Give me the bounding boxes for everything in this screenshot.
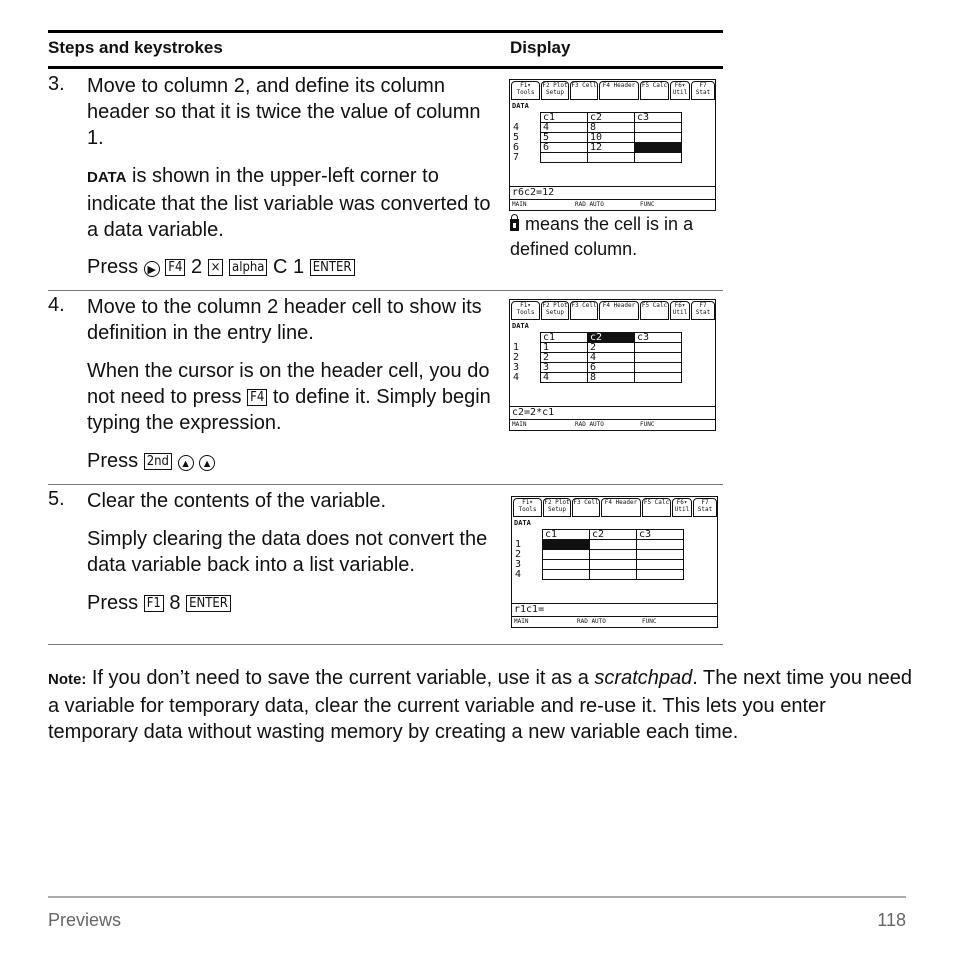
calc-status-item: FUNC — [640, 201, 655, 208]
calc-toolbar-tab: F7 Stat — [693, 498, 717, 517]
calc-status-item: RAD AUTO — [577, 618, 606, 625]
step-text: Move to column 2, and define its column header so that it is twice the value of column 1. — [87, 75, 481, 149]
calc-column-header: c3 — [635, 113, 682, 123]
calc-toolbar-tab: F3 Cell — [572, 498, 600, 517]
calc-toolbar-tab: F5 Calc — [640, 301, 669, 320]
calc-cell — [635, 373, 682, 383]
calc-row-number: 5 — [513, 132, 520, 143]
calc-cell: 2 — [588, 343, 635, 353]
note-label: Note: — [48, 671, 87, 688]
calc-column-header: c3 — [637, 530, 684, 540]
calc-row-number: 7 — [513, 152, 520, 163]
calc-toolbar-tab: F5 Calc — [640, 81, 669, 100]
calc-cell — [543, 560, 590, 570]
calc-toolbar-tab: F1▾ Tools — [513, 498, 542, 517]
header-top-rule — [48, 30, 723, 33]
calculator-screen-1 — [509, 79, 716, 211]
calc-status-item: RAD AUTO — [575, 201, 604, 208]
calc-column-header: c1 — [543, 530, 590, 540]
calc-cell: 2 — [541, 353, 588, 363]
calc-cell: 4 — [541, 373, 588, 383]
calc-status-item: MAIN — [514, 618, 529, 625]
calc-cell — [635, 143, 682, 153]
calc-status-item: MAIN — [512, 201, 527, 208]
calc-row-number: 3 — [515, 559, 522, 570]
calc-row-number: 4 — [513, 122, 520, 133]
step-text-rest: is shown in the upper-left corner to indicate that the list variable was converted to a data variable. — [87, 165, 491, 241]
calc-table-row — [512, 123, 682, 133]
calc-cell: 3 — [541, 363, 588, 373]
up-arrow-key-icon: ▲ — [199, 455, 215, 471]
calc-toolbar-tab: F4 Header — [601, 498, 641, 517]
calc-toolbar-tab: F1▾ Tools — [511, 301, 540, 320]
calc-column-header: c1 — [541, 113, 588, 123]
calc-toolbar — [510, 80, 716, 100]
calc-cell — [635, 153, 682, 163]
calc-data-table — [512, 112, 682, 163]
calc-data-label: DATA — [514, 519, 531, 527]
calc-cell — [590, 560, 637, 570]
key-multiply: × — [208, 259, 224, 276]
calc-toolbar-tab: F2 Plot Setup — [541, 301, 569, 320]
lock-icon — [510, 219, 519, 231]
calc-cell: 6 — [541, 143, 588, 153]
step-text: Move to the column 2 header cell to show its definition in the entry line. — [87, 296, 482, 344]
calc-toolbar-tab: F3 Cell — [570, 301, 598, 320]
key-enter: ENTER — [310, 259, 355, 276]
calc-cell: 4 — [588, 353, 635, 363]
calc-table-row — [512, 133, 682, 143]
screen-caption: means the cell is in a defined column. — [510, 214, 694, 259]
calc-cell: 10 — [588, 133, 635, 143]
calc-data-table — [514, 529, 684, 580]
calc-cell — [541, 153, 588, 163]
calc-table-row — [514, 570, 684, 580]
keystroke-line: Press 2nd ▲ ▲ — [87, 448, 497, 474]
step-text — [87, 163, 497, 243]
key-f4: F4 — [247, 389, 267, 406]
step-number: 3. — [48, 73, 65, 95]
calc-cell — [635, 343, 682, 353]
calc-toolbar-tab: F2 Plot Setup — [541, 81, 569, 100]
footer-rule — [48, 896, 906, 898]
calc-toolbar — [510, 300, 716, 320]
calc-cell: 8 — [588, 123, 635, 133]
calc-toolbar-tab: F6▾ Util — [670, 301, 690, 320]
calc-toolbar-tab: F1▾ Tools — [511, 81, 540, 100]
calc-table-row — [512, 353, 682, 363]
calculator-screen-3 — [511, 496, 718, 628]
calc-cell — [590, 540, 637, 550]
calc-column-header: c3 — [635, 333, 682, 343]
key-alpha: alpha — [229, 259, 267, 276]
row-divider — [48, 290, 723, 291]
calc-cell: 8 — [588, 373, 635, 383]
calc-status-bar — [510, 199, 715, 210]
calc-cell: 5 — [541, 133, 588, 143]
calc-table-row — [512, 373, 682, 383]
calc-cell — [588, 153, 635, 163]
calc-cell — [543, 540, 590, 550]
calc-cell — [590, 550, 637, 560]
calc-cell — [543, 570, 590, 580]
calc-table-row — [512, 153, 682, 163]
calc-toolbar-tab: F4 Header — [599, 81, 639, 100]
right-arrow-key-icon: ▶ — [144, 261, 160, 277]
calc-cell — [635, 123, 682, 133]
calc-cell — [637, 540, 684, 550]
step-text: Clear the contents of the variable. — [87, 490, 387, 512]
calc-toolbar-tab: F7 Stat — [691, 301, 715, 320]
key-f4: F4 — [165, 259, 185, 276]
calc-data-label: DATA — [512, 322, 529, 330]
row-divider — [48, 484, 723, 485]
calc-toolbar-tab: F6▾ Util — [670, 81, 690, 100]
keystroke-line: Press F1 8 ENTER — [87, 590, 497, 616]
column-heading-display: Display — [510, 38, 571, 57]
calc-table-row — [514, 540, 684, 550]
data-keyword: DATA — [87, 169, 127, 186]
key-2nd: 2nd — [144, 453, 172, 470]
calc-status-item: MAIN — [512, 421, 527, 428]
key-enter: ENTER — [186, 595, 231, 612]
calc-data-table — [512, 332, 682, 383]
calc-entry-line: r6c2=12 — [512, 187, 555, 198]
calc-column-header: c2 — [588, 113, 635, 123]
calc-table-row — [512, 363, 682, 373]
calc-toolbar-tab: F7 Stat — [691, 81, 715, 100]
calc-cell — [635, 353, 682, 363]
calc-column-header: c1 — [541, 333, 588, 343]
step-number: 4. — [48, 294, 65, 316]
calc-cell — [637, 570, 684, 580]
up-arrow-key-icon: ▲ — [178, 455, 194, 471]
calc-toolbar-tab: F4 Header — [599, 301, 639, 320]
calc-cell: 4 — [541, 123, 588, 133]
calc-row-number: 1 — [515, 539, 522, 550]
keystroke-line: Press ▶ F4 2 × alpha C 1 ENTER — [87, 254, 497, 280]
calc-row-number: 6 — [513, 142, 520, 153]
calc-cell — [543, 550, 590, 560]
calc-cell — [635, 363, 682, 373]
calc-table-row — [512, 143, 682, 153]
calc-row-number: 1 — [513, 342, 520, 353]
calc-row-number: 3 — [513, 362, 520, 373]
calc-status-bar — [510, 419, 715, 430]
calc-data-label: DATA — [512, 102, 529, 110]
calc-entry-line: c2=2*c1 — [512, 407, 555, 418]
calc-table-row — [514, 550, 684, 560]
calc-toolbar-tab: F6▾ Util — [672, 498, 692, 517]
row-divider — [48, 644, 723, 645]
step-number: 5. — [48, 488, 65, 510]
calc-row-number: 2 — [515, 549, 522, 560]
calc-table-row — [512, 343, 682, 353]
calc-cell — [637, 560, 684, 570]
calc-row-number: 2 — [513, 352, 520, 363]
calc-row-number: 4 — [515, 569, 522, 580]
step-text: When the cursor is on the header cell, you do not need to press F4 to define it. Simply begin typing the expression. — [87, 360, 491, 434]
key-f1: F1 — [144, 595, 164, 612]
calc-cell — [590, 570, 637, 580]
step-text: Simply clearing the data does not convert the data variable back into a list variable. — [87, 528, 488, 576]
calc-toolbar-tab: F3 Cell — [570, 81, 598, 100]
calc-toolbar-tab: F2 Plot Setup — [543, 498, 571, 517]
calc-table-row — [514, 560, 684, 570]
note-paragraph: Note: If you don’t need to save the current variable, use it as a scratchpad. The next time you need a variable for temporary data, clear the current variable and re-use it. This lets you enter temporary data without wasting memory by creating a new variable each time. — [48, 667, 913, 743]
calc-cell — [635, 133, 682, 143]
calc-toolbar-tab: F5 Calc — [642, 498, 671, 517]
calc-status-item: FUNC — [640, 421, 655, 428]
calculator-screen-2 — [509, 299, 716, 431]
page-number: 118 — [877, 910, 906, 930]
calc-status-item: FUNC — [642, 618, 657, 625]
calc-status-bar — [512, 616, 717, 627]
column-heading-steps: Steps and keystrokes — [48, 38, 223, 57]
calc-entry-line: r1c1= — [514, 604, 545, 615]
calc-cell: 6 — [588, 363, 635, 373]
calc-column-header: c2 — [588, 333, 635, 343]
calc-cell: 12 — [588, 143, 635, 153]
calc-cell: 1 — [541, 343, 588, 353]
footer-section: Previews — [48, 910, 122, 930]
scratchpad-term: scratchpad — [594, 667, 693, 689]
calc-column-header: c2 — [590, 530, 637, 540]
calc-toolbar — [512, 497, 718, 517]
calc-row-number: 4 — [513, 372, 520, 383]
header-bottom-rule — [48, 66, 723, 69]
calc-cell — [637, 550, 684, 560]
calc-status-item: RAD AUTO — [575, 421, 604, 428]
